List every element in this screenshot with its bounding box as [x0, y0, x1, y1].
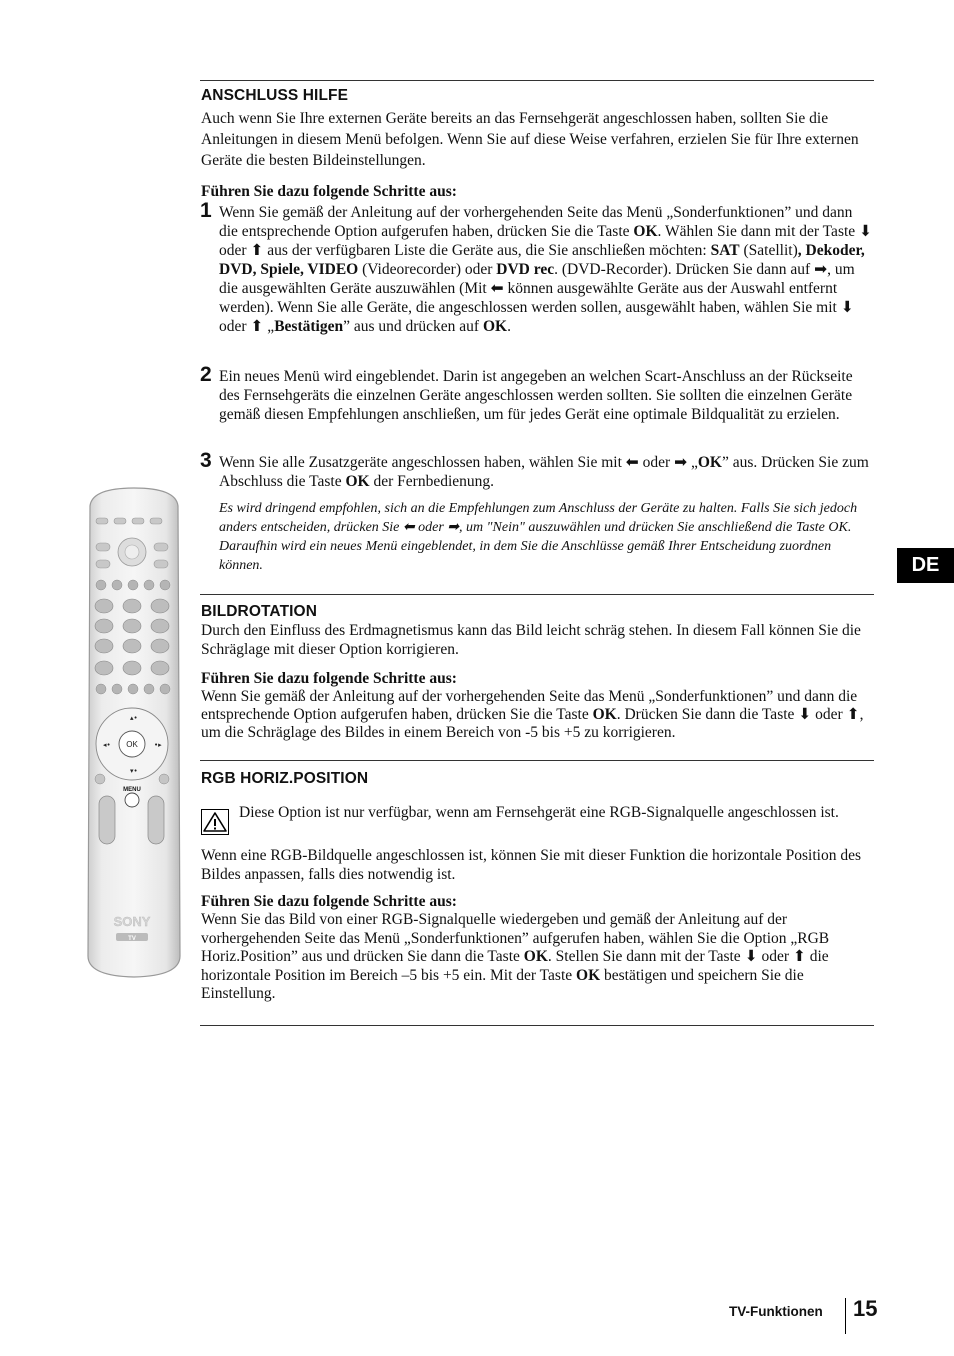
- steps-heading: Führen Sie dazu folgende Schritte aus:: [201, 670, 457, 687]
- arrow-down-icon: ⬇: [859, 223, 873, 240]
- steps-heading: Führen Sie dazu folgende Schritte aus:: [201, 893, 457, 910]
- section-title-anschluss-hilfe: ANSCHLUSS HILFE: [201, 87, 349, 104]
- arrow-right-icon: ➡: [447, 520, 460, 535]
- svg-text:▾•: ▾•: [130, 767, 138, 775]
- steps-heading: Führen Sie dazu folgende Schritte aus:: [201, 183, 457, 200]
- section-body: Wenn Sie gemäß der Anleitung auf der vorhergehenden Seite das Menü „Sonderfunktionen” und dann die entsprechende Option aufgerufen haben, drücken Sie die Taste OK. Drücken Sie dann die Taste ⬇ oder ⬆, um die Schräglage des Bildes in einem Bereich von -5 bis +5 zu korrigieren.: [201, 688, 864, 741]
- section-intro: Auch wenn Sie Ihre externen Geräte bereits an das Fernsehgerät angeschlossen haben, sollten Sie die Anleitungen in diesem Menü befolgen. Wenn Sie auf diese Weise verfahren, erzielen Sie für Ihre externen Geräte die besten Bildeinstellungen.: [201, 110, 859, 169]
- divider: [200, 760, 874, 761]
- brand-logo: SONY: [113, 914, 151, 929]
- page-number: 15: [853, 1296, 878, 1321]
- divider: [200, 594, 874, 595]
- arrow-right-icon: ➡: [674, 454, 688, 471]
- note-text: Es wird dringend empfohlen, sich an die Empfehlungen zum Anschluss der Geräte zu halten. Falls Sie sich jedoch anders entscheiden, drücken Sie ⬅ oder ➡, um "Nein" auszuwählen und drücken Sie anschließend die Taste OK. Daraufhin wird ein neues Menü eingeblendet, in dem Sie die Anschlüsse gemäß Ihrer Entscheidung zuordnen können.: [219, 501, 858, 573]
- arrow-up-icon: ⬆: [846, 706, 860, 723]
- step-number: 1: [200, 199, 212, 222]
- section-title-bildrotation: BILDROTATION: [201, 603, 317, 620]
- footer-section-label: TV-Funktionen: [729, 1304, 823, 1319]
- arrow-down-icon: ⬇: [840, 299, 854, 316]
- warning-icon: [201, 809, 229, 835]
- menu-button-label: MENU: [123, 787, 141, 793]
- arrow-down-icon: ⬇: [744, 948, 758, 965]
- arrow-right-icon: ➡: [814, 261, 828, 278]
- step-3-text: Wenn Sie alle Zusatzgeräte angeschlossen haben, wählen Sie mit ⬅ oder ➡ „OK” aus. Drücken Sie zum Abschluss die Taste OK der Fernbedienung.: [219, 454, 869, 490]
- footer-divider: [845, 1298, 846, 1334]
- arrow-up-icon: ⬆: [250, 242, 264, 259]
- warning-text: Diese Option ist nur verfügbar, wenn am Fernsehgerät eine RGB-Signalquelle angeschlossen ist.: [239, 804, 839, 821]
- section-body: Wenn Sie das Bild von einer RGB-Signalquelle wiedergeben und gemäß der Anleitung auf der vorhergehenden Seite das Menü „Sonderfunktionen” aufgerufen haben, wählen Sie die Option „RGB Horiz.Position” aus und drücken Sie dann die Taste OK. Stellen Sie dann mit der Taste ⬇ oder ⬆ die horizontale Position im Bereich –5 bis +5 ein. Mit der Taste OK bestätigen und speichern Sie die Einstellung.: [201, 911, 830, 1002]
- arrow-up-icon: ⬆: [792, 948, 806, 965]
- svg-text:•▸: •▸: [154, 741, 162, 749]
- step-1-text: Wenn Sie gemäß der Anleitung auf der vorhergehenden Seite das Menü „Sonderfunktionen” und dann die entsprechende Option aufgerufen haben, drücken Sie die Taste OK. Wählen Sie dann mit der Taste ⬇ oder ⬆ aus der verfügbaren Liste die Geräte aus, die Sie anschließen möchten: SAT (Satellit), Dekoder, DVD, Spiele, VIDEO (Videorecorder) oder DVD rec. (DVD-Recorder). Drücken Sie dann auf ➡, um die ausgewählten Geräte auszuwählen (Mit ⬅ können ausgewählte Geräte aus der Auswahl entfernt werden). Wenn Sie alle Geräte, die angeschlossen werden sollen, ausgewählt haben, wählen Sie mit ⬇ oder ⬆ „Bestätigen” aus und drücken auf OK.: [219, 204, 873, 335]
- divider: [200, 80, 874, 81]
- arrow-up-icon: ⬆: [250, 318, 264, 335]
- section-intro: Durch den Einfluss des Erdmagnetismus kann das Bild leicht schräg stehen. In diesem Fall können Sie die Schräglage mit dieser Option korrigieren.: [201, 622, 861, 658]
- tv-label: TV: [128, 936, 136, 942]
- svg-text:◂•: ◂•: [103, 741, 111, 749]
- arrow-left-icon: ⬅: [402, 520, 415, 535]
- svg-text:▴•: ▴•: [130, 714, 138, 722]
- step-2-text: Ein neues Menü wird eingeblendet. Darin ist angegeben an welchen Scart-Anschluss an der Rückseite des Fernsehgeräts die einzelnen Geräte angeschlossen werden sollten. Sie sollten die einzelnen Geräte gemäß diesen Empfehlungen anschließen, um für jedes Gerät eine optimale Bildqualität zu erzielen.: [219, 368, 853, 423]
- remote-control-illustration: [84, 486, 184, 980]
- step-number: 3: [200, 449, 212, 472]
- arrow-left-icon: ⬅: [490, 280, 504, 297]
- section-title-rgb-horiz-position: RGB HORIZ.POSITION: [201, 770, 369, 787]
- language-tab: DE: [897, 548, 954, 583]
- divider: [200, 1025, 874, 1026]
- section-intro: Wenn eine RGB-Bildquelle angeschlossen ist, können Sie mit dieser Funktion die horizontale Position des Bildes anpassen, falls dies notwendig ist.: [201, 847, 861, 883]
- arrow-left-icon: ⬅: [625, 454, 639, 471]
- arrow-down-icon: ⬇: [798, 706, 812, 723]
- step-number: 2: [200, 363, 212, 386]
- ok-button-label: OK: [126, 740, 138, 749]
